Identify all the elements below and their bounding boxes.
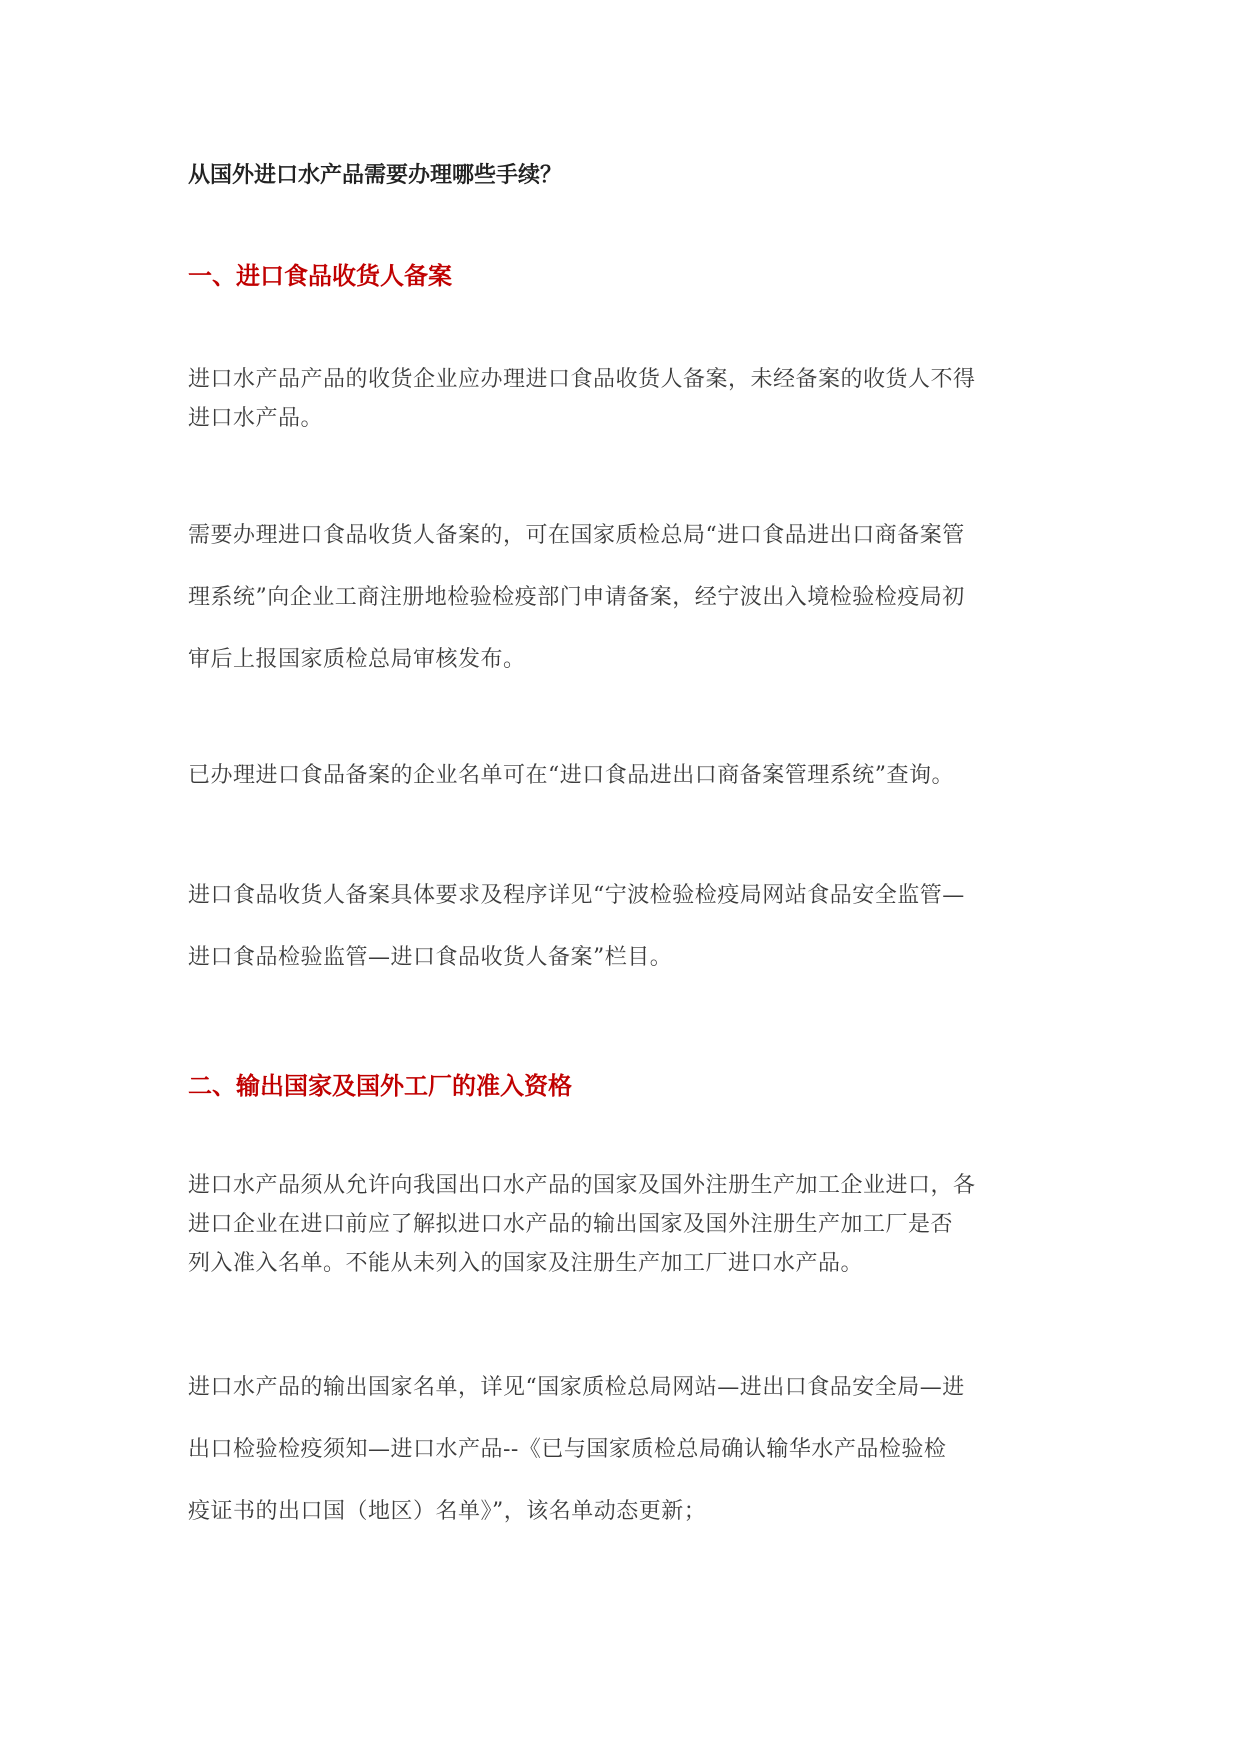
paragraph-line: 进口水产品产品的收货企业应办理进口食品收货人备案，未经备案的收货人不得 [188,367,976,392]
section-heading-export-country-access: 二、输出国家及国外工厂的准入资格 [188,1071,572,1100]
paragraph-line: 理系统”向企业工商注册地检验检疫部门申请备案，经宁波出入境检验检疫局初 [188,585,965,610]
paragraph [188,865,1058,989]
paragraph-line: 已办理进口食品备案的企业名单可在“进口食品进出口商备案管理系统”查询。 [188,763,954,788]
paragraph-line: 进口水产品的输出国家名单，详见“国家质检总局网站—进出口食品安全局—进 [188,1375,965,1400]
document-title: 从国外进口水产品需要办理哪些手续？ [188,162,563,188]
paragraph-line: 列入准入名单。不能从未列入的国家及注册生产加工厂进口水产品。 [188,1251,864,1276]
paragraph [188,1357,1058,1543]
paragraph [188,745,1058,807]
paragraph-line: 进口水产品须从允许向我国出口水产品的国家及国外注册生产加工企业进口，各 [188,1173,976,1198]
paragraph [188,505,1058,691]
paragraph-line: 疫证书的出口国（地区）名单》”，该名单动态更新； [188,1499,707,1524]
paragraph [188,1166,1058,1283]
paragraph [188,360,1058,438]
paragraph-line: 需要办理进口食品收货人备案的，可在国家质检总局“进口食品进出口商备案管 [188,523,965,548]
paragraph-line: 进口水产品。 [188,406,324,431]
paragraph-line: 进口食品收货人备案具体要求及程序详见“宁波检验检疫局网站食品安全监管— [188,883,965,908]
paragraph-line: 进口企业在进口前应了解拟进口水产品的输出国家及国外注册生产加工厂是否 [188,1212,954,1237]
section-heading-recipient-registration: 一、进口食品收货人备案 [188,261,452,290]
paragraph-line: 审后上报国家质检总局审核发布。 [188,647,526,672]
paragraph-line: 进口食品检验监管—进口食品收货人备案”栏目。 [188,945,673,970]
paragraph-line: 出口检验检疫须知—进口水产品--《已与国家质检总局确认输华水产品检验检 [188,1437,947,1462]
